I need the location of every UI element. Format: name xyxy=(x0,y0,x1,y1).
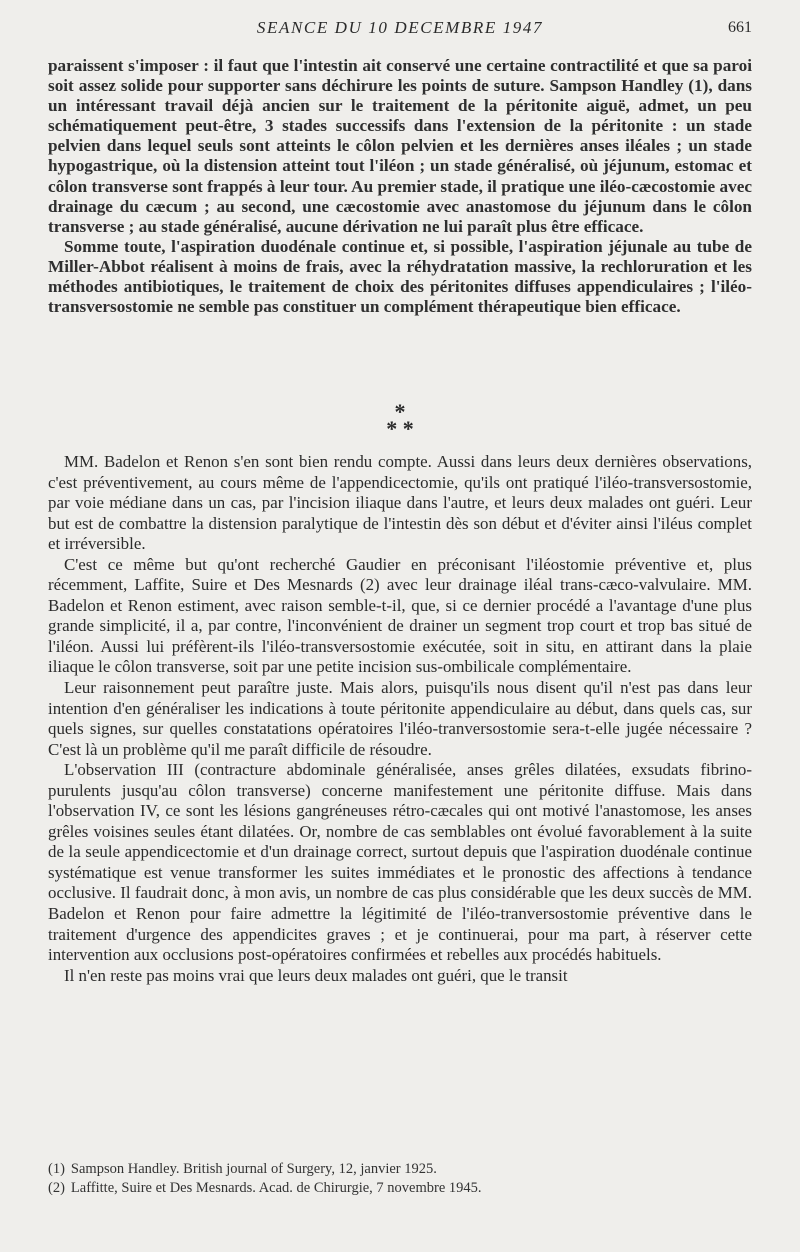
paragraph: paraissent s'imposer : il faut que l'intestin ait conservé une certaine contractilité et que sa paroi soit assez solide pour supporter sans déchirure les points de suture. Sampson Handley (1), dans un intéressant travail déjà ancien sur le traitement de la péritonite aiguë, admet, un peu schématiquement peut-être, 3 stades successifs dans l'extension de la péritonite : un stade pelvien dans lequel seuls sont atteints le côlon pelvien et les dernières anses iléales ; un stade hypogastrique, où la distension atteint tout l'iléon ; un stade généralisé, où jéjunum, estomac et côlon transverse sont frappés à leur tour. Au premier stade, il pratique une iléo-cæcostomie avec drainage du cæcum ; au second, une cæcostomie avec anastomose du jéjunum dans le côlon transverse ; au stade généralisé, aucune dérivation ne lui paraît plus être efficace. xyxy=(48,56,752,236)
page-number: 661 xyxy=(728,19,752,36)
bottom-text-block xyxy=(48,452,752,986)
paragraph: Somme toute, l'aspiration duodénale continue et, si possible, l'aspiration jéjunale au tube de Miller-Abbot réalisent à moins de frais, avec la réhydratation massive, la rechloruration et les méthodes antibiotiques, le traitement de choix des péritonites diffuses appendiculaires ; l'iléo-transversostomie ne semble pas constituer un complément thérapeutique bien efficace. xyxy=(48,236,752,317)
footnote-mark: (2) xyxy=(48,1180,65,1196)
paragraph: MM. Badelon et Renon s'en sont bien rendu compte. Aussi dans leurs deux dernières observations, c'est préventivement, au cours même de l'appendicectomie, qu'ils ont pratiqué l'iléo-transversostomie, par voie médiane dans un cas, par l'incision iliaque dans l'autre, et leurs deux malades ont guéri. Leur but est de combattre la distension paralytique de l'intestin dès son début et d'éviter ainsi l'iléus complet et irréversible. xyxy=(48,452,752,554)
paragraph: L'observation III (contracture abdominale généralisée, anses grêles dilatées, exsudats fibrino-purulents jusqu'au côlon transverse) concerne manifestement une péritonite diffuse. Mais dans l'observation IV, ce sont les lésions gangréneuses rétro-cæcales qui ont motivé l'anastomose, les anses grêles voisines seules étant dilatées. Or, nombre de cas semblables ont évolué favorablement à la suite de la seule appendicectomie et d'un drainage correct, surtout depuis que l'aspiration duodénale continue systématique est venue transformer les suites immédiates et le pronostic des affections à tendance occlusive. Il faudrait donc, à mon avis, un nombre de cas plus considérable que les deux succès de MM. Badelon et Renon pour faire admettre la légitimité de l'iléo-tranversostomie préventive dans le traitement d'urgence des appendicites graves ; et je continuerai, pour ma part, à réserver cette intervention aux occlusions post-opératoires confirmées et rebelles aux procédés habituels. xyxy=(48,760,752,965)
footnote-text: Laffitte, Suire et Des Mesnards. Acad. de Chirurgie, 7 novembre 1945. xyxy=(70,1180,482,1196)
top-text-block xyxy=(48,56,752,317)
running-header xyxy=(48,18,752,42)
paragraph: C'est ce même but qu'ont recherché Gaudier en préconisant l'iléostomie préventive et, plus récemment, Laffite, Suire et Des Mesnards (2) avec leur drainage iléal trans-cæco-valvulaire. MM. Badelon et Renon estiment, avec raison semble-t-il, que, si ce dernier procédé a l'avantage d'une plus grande simplicité, il a, par contre, l'inconvénient de drainer un segment trop court et trop bas situé de l'iléon. Aussi lui préfèrent-ils l'iléo-transversostomie exécutée, soit in situ, en attirant dans la plaie iliaque le côlon transverse, soit par une petite incision sus-ombilicale complémentaire. xyxy=(48,554,752,677)
footnotes xyxy=(48,1160,752,1198)
footnote xyxy=(48,1160,752,1179)
paragraph: Leur raisonnement peut paraître juste. Mais alors, puisqu'ils nous disent qu'il n'est pas dans leur intention d'en généraliser les indications à toute péritonite appendiculaire au début, dans quels cas, sur quels signes, sur quelles constatations opératoires l'iléo-tranversostomie sera-t-elle jugée nécessaire ? C'est là un problème qu'il me paraît difficile de résoudre. xyxy=(48,678,752,759)
section-separator-asterism: * * * xyxy=(386,399,414,441)
running-title: SEANCE DU 10 DECEMBRE 1947 xyxy=(256,18,544,37)
footnote xyxy=(48,1179,752,1198)
paragraph: Il n'en reste pas moins vrai que leurs deux malades ont guéri, que le transit xyxy=(64,965,568,985)
footnote-mark: (1) xyxy=(48,1161,65,1177)
footnote-text: Sampson Handley. British journal of Surgery, 12, janvier 1925. xyxy=(70,1161,437,1177)
